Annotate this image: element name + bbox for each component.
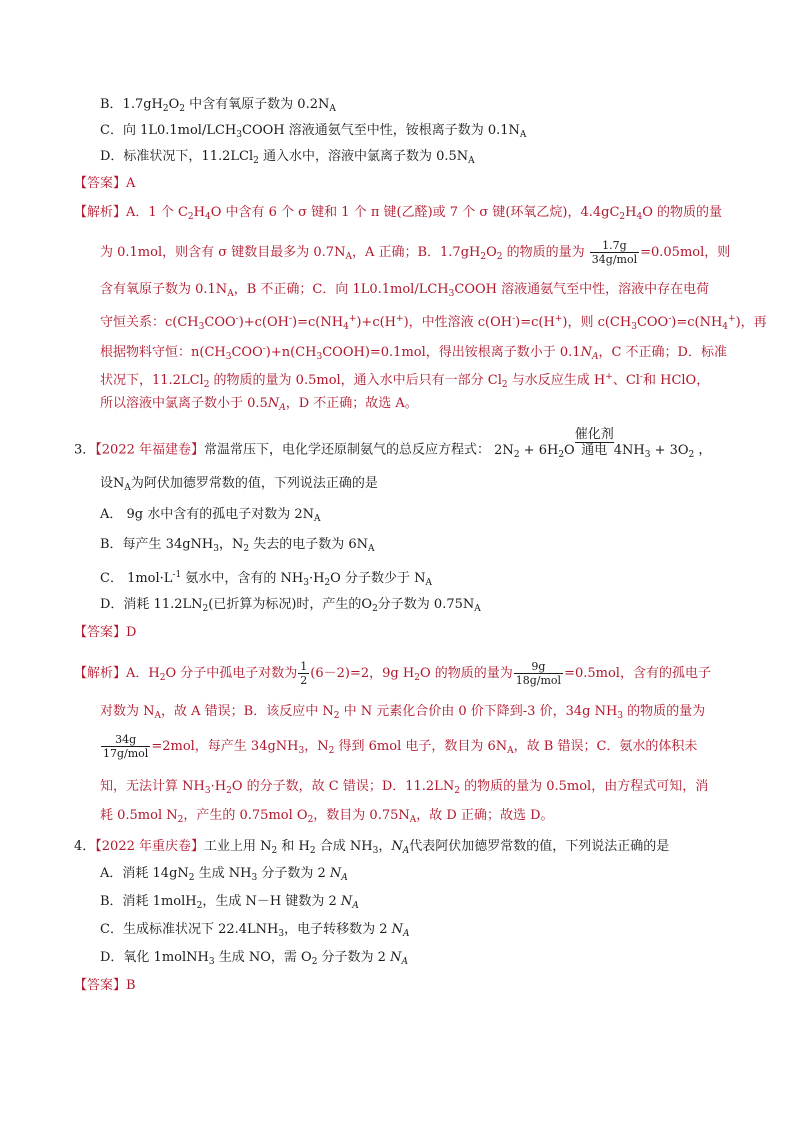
fraction: $\frac{9g}{\text{18g/mol}}$ xyxy=(515,660,562,687)
q2-option-b: B．$1.7gH_2O_2$ 中含有氧原子数为 $0.2N_A$ xyxy=(100,97,336,114)
analysis-tag: 【解析】 xyxy=(74,666,127,681)
q3-let: 设$N_A$为阿伏加德罗常数的值，下列说法正确的是 xyxy=(100,476,378,493)
q3-option-d: D．消耗 $11.2LN_2$(已折算为标况)时，产生的$O_2$分子数为 $0.75N_A$ xyxy=(100,597,481,614)
analysis-tag: 【解析】 xyxy=(74,205,127,220)
answer-tag: 【答案】 xyxy=(74,625,127,640)
answer-tag: 【答案】 xyxy=(74,176,127,191)
question-source: 【2022 年重庆卷】 xyxy=(95,839,204,854)
q2-analysis-line-1: 【解析】A．1 个 $C_2H_4O$ 中含有 6 个 σ 键和 1 个 π 键(乙醛)或 7 个 σ 键(环氧乙烷)，$4.4gC_2H_4O$ 的物质的量 xyxy=(74,205,723,222)
condition-catalyst: 催化剂 xyxy=(574,427,614,442)
q2-analysis-line-7: 所以溶液中氯离子数小于 $0.5N_A$，D 不正确；故选 A。 xyxy=(100,396,418,413)
fraction: $\frac{1.7g}{\text{34g/mol}}$ xyxy=(591,239,638,266)
q2-analysis-line-4: 守恒关系：$c(CH_3COO^-)+c(OH^-)=c(NH_4^+)+c(H^+)$，中性溶液 c(OH-)=c(H+)，则 $c(CH_3COO^-)=c(NH_4^+)$，再 xyxy=(100,314,767,332)
chemical-equation: $2N_2 + 6H_2O$ 催化剂 通电 $4NH_3 + 3O_2$ xyxy=(494,427,695,460)
q4-option-b: B．消耗 1molH$_2$，生成 N－H 键数为 2 $N_A$ xyxy=(100,894,359,911)
condition-electrify: 通电 xyxy=(581,443,608,458)
q4-option-d: D．氧化 1molNH$_3$ 生成 NO，需 $O_2$ 分子数为 2 $N_A$ xyxy=(100,950,408,967)
question-stem: 常温常压下，电化学还原制氨气的总反应方程式： xyxy=(204,442,491,458)
question-number: 3． xyxy=(74,442,96,458)
q3-analysis-line-3: $\frac{34g}{\text{17g/mol}}$ =2mol，每产生 34gNH$_3$，$N_2$ 得到 6mol 电子，数目为 $6N_A$，故 B 错误；C．氨水的体积未 xyxy=(103,733,698,760)
question-number: 4． xyxy=(74,839,96,854)
q2-analysis-line-5: 根据物料守恒：$n(CH_3COO^-)+n(CH_3COOH)=0.1mol$，得出铵根离子数小于 $0.1N_A$，C 不正确；D．标准 xyxy=(100,344,727,362)
q2-analysis-line-3: 含有氧原子数为 $0.1N_A$，B 不正确；C．向 $1L0.1mol/LCH_3COOH$ 溶液通氨气至中性，溶液中存在电荷 xyxy=(100,282,710,299)
q4-answer xyxy=(74,976,136,996)
q3-answer xyxy=(74,623,136,643)
answer-value: D xyxy=(126,625,137,640)
q3-option-a: A． 9g 水中含有的孤电子对数为 $2N_A$ xyxy=(100,507,321,524)
q3-analysis-line-1: 【解析】A．$H_2O$ 分子中孤电子对数为 $\frac{1}{2}$ (6－2)=2，9g $H_2O$ 的物质的量为 $\frac{9g}{\text{18g/mol}}$ =0.5mol，含有的孤电子 xyxy=(74,660,711,687)
q3-analysis-line-4: 知，无法计算 $NH_3\cdot H_2O$ 的分子数，故 C 错误；D．$11.2LN_2$ 的物质的量为 0.5mol，由方程式可知，消 xyxy=(100,779,709,796)
q4-option-a: A．消耗 $14gN_2$ 生成 $NH_3$ 分子数为 2 $N_A$ xyxy=(100,866,348,883)
q3-option-b: B．每产生 34gNH$_3$，$N_2$ 失去的电子数为 $6N_A$ xyxy=(100,537,375,554)
q4-option-c: C．生成标准状况下 $22.4LNH_3$，电子转移数为 2 $N_A$ xyxy=(100,922,410,939)
q2-option-c: C．向 $1L0.1mol/LCH_3COOH$ 溶液通氨气至中性，铵根离子数为 $0.1N_A$ xyxy=(100,123,527,140)
q3-stem: 3．【2022 年福建卷】常温常压下，电化学还原制氨气的总反应方程式： $2N_2 + 6H_2O$ 催化剂 通电 $4NH_3 + 3O_2$ ， xyxy=(74,428,711,472)
q2-analysis-line-6: 状况下，11.2LCl$_2$ 的物质的量为 0.5mol，通入水中后只有一部分 $Cl_2$ 与水反应生成 H+、Cl-和 HClO， xyxy=(100,372,710,390)
q3-analysis-line-5: 耗 0.5mol $N_2$，产生的 0.75mol $O_2$，数目为 $0.75N_A$，故 D 正确；故选 D。 xyxy=(100,808,554,825)
fraction: $\frac{1}{2}$ xyxy=(300,660,308,687)
answer-value: B xyxy=(126,978,136,993)
q2-analysis-line-2: 为 0.1mol，则含有 σ 键数目最多为 $0.7N_A$，A 正确；B．$1.7gH_2O_2$ 的物质的量为 $\frac{1.7g}{\text{34g/mol}}$ =0.05mol，则 xyxy=(100,239,731,266)
q2-answer xyxy=(74,174,135,194)
reaction-condition xyxy=(575,428,614,458)
question-source: 【2022 年福建卷】 xyxy=(95,442,204,458)
fraction: $\frac{34g}{\text{17g/mol}}$ xyxy=(103,733,149,760)
q2-option-d: D．标准状况下，11.2LCl$_2$ 通入水中，溶液中氯离子数为 $0.5N_A$ xyxy=(100,149,475,166)
answer-tag: 【答案】 xyxy=(74,978,127,993)
q4-stem: 4．【2022 年重庆卷】工业上用 $N_2$ 和 $H_2$ 合成 $NH_3$，$N_A$代表阿伏加德罗常数的值，下列说法正确的是 xyxy=(74,839,670,856)
answer-value: A xyxy=(126,176,136,191)
q3-analysis-line-2: 对数为 $N_A$，故 A 错误；B．该反应中 $N_2$ 中 N 元素化合价由 0 价下降到-3 价，34g $NH_3$ 的物质的量为 xyxy=(100,704,706,721)
q3-option-c: C． $1mol\cdot L^{-1}$ 氨水中，含有的 $NH_3\cdot H_2O$ 分子数少于 $N_A$ xyxy=(100,570,432,588)
